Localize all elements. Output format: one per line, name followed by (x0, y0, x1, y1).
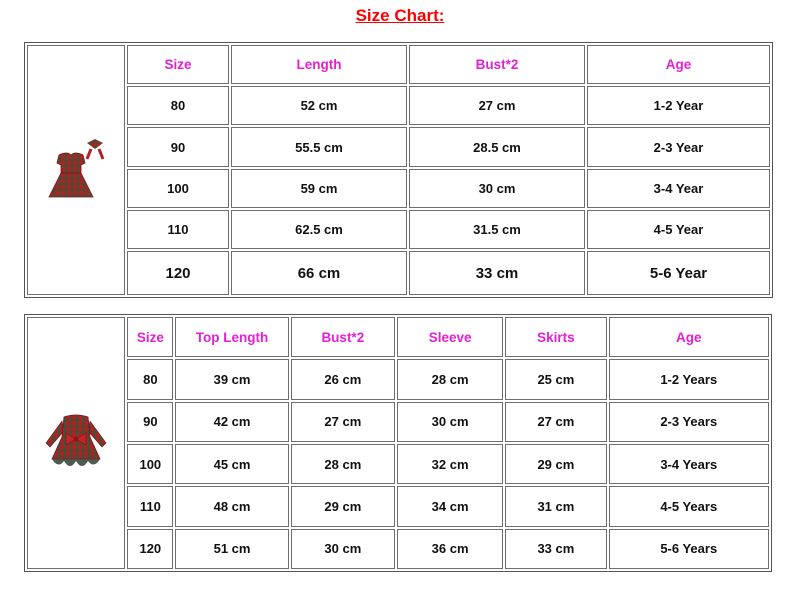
table-row (27, 210, 770, 249)
header-age: Age (587, 45, 770, 84)
cell-bust: 31.5 cm (409, 210, 585, 249)
table-row (27, 529, 769, 569)
plaid-long-sleeve-tutu-dress-icon (40, 407, 112, 479)
cell-length: 59 cm (231, 169, 407, 208)
table-row (27, 251, 770, 295)
cell-bust: 27 cm (409, 86, 585, 125)
header-length: Length (231, 45, 407, 84)
product-image-cell (27, 45, 125, 295)
cell-age: 3-4 Years (609, 444, 769, 484)
table-row (27, 86, 770, 125)
cell-sleeve: 28 cm (397, 359, 503, 399)
header-bust: Bust*2 (409, 45, 585, 84)
page-title: Size Chart: (355, 6, 445, 25)
header-skirts: Skirts (505, 317, 606, 357)
cell-bust: 28.5 cm (409, 127, 585, 166)
table-row (27, 444, 769, 484)
cell-top-length: 42 cm (175, 402, 288, 442)
size-chart-table-dress (24, 42, 773, 298)
header-top-length: Top Length (175, 317, 288, 357)
cell-bust: 30 cm (291, 529, 395, 569)
cell-size: 110 (127, 486, 173, 526)
cell-length: 55.5 cm (231, 127, 407, 166)
cell-size: 120 (127, 529, 173, 569)
cell-skirts: 25 cm (505, 359, 606, 399)
cell-top-length: 48 cm (175, 486, 288, 526)
cell-skirts: 27 cm (505, 402, 606, 442)
table-row (27, 486, 769, 526)
plaid-dress-with-headband-icon (41, 135, 111, 205)
cell-bust: 27 cm (291, 402, 395, 442)
cell-top-length: 39 cm (175, 359, 288, 399)
cell-age: 4-5 Years (609, 486, 769, 526)
cell-bust: 29 cm (291, 486, 395, 526)
cell-skirts: 31 cm (505, 486, 606, 526)
cell-size: 120 (127, 251, 229, 295)
cell-age: 5-6 Year (587, 251, 770, 295)
cell-bust: 33 cm (409, 251, 585, 295)
cell-size: 100 (127, 169, 229, 208)
header-age: Age (609, 317, 769, 357)
cell-age: 2-3 Year (587, 127, 770, 166)
cell-age: 1-2 Years (609, 359, 769, 399)
cell-age: 5-6 Years (609, 529, 769, 569)
cell-bust: 26 cm (291, 359, 395, 399)
cell-length: 52 cm (231, 86, 407, 125)
table-header-row (27, 317, 769, 357)
table-row (27, 127, 770, 166)
cell-length: 62.5 cm (231, 210, 407, 249)
cell-size: 90 (127, 402, 173, 442)
cell-skirts: 29 cm (505, 444, 606, 484)
cell-age: 1-2 Year (587, 86, 770, 125)
size-chart-table-long-sleeve-dress (24, 314, 772, 572)
cell-top-length: 45 cm (175, 444, 288, 484)
table-row (27, 359, 769, 399)
product-image-cell (27, 317, 125, 569)
cell-size: 100 (127, 444, 173, 484)
cell-sleeve: 34 cm (397, 486, 503, 526)
table-row (27, 169, 770, 208)
cell-sleeve: 36 cm (397, 529, 503, 569)
cell-skirts: 33 cm (505, 529, 606, 569)
cell-size: 110 (127, 210, 229, 249)
header-sleeve: Sleeve (397, 317, 503, 357)
cell-size: 90 (127, 127, 229, 166)
cell-age: 4-5 Year (587, 210, 770, 249)
header-size: Size (127, 45, 229, 84)
cell-length: 66 cm (231, 251, 407, 295)
cell-bust: 28 cm (291, 444, 395, 484)
cell-sleeve: 32 cm (397, 444, 503, 484)
cell-size: 80 (127, 359, 173, 399)
header-bust: Bust*2 (291, 317, 395, 357)
cell-top-length: 51 cm (175, 529, 288, 569)
cell-age: 3-4 Year (587, 169, 770, 208)
table-row (27, 402, 769, 442)
cell-bust: 30 cm (409, 169, 585, 208)
cell-sleeve: 30 cm (397, 402, 503, 442)
cell-age: 2-3 Years (609, 402, 769, 442)
table-header-row (27, 45, 770, 84)
header-size: Size (127, 317, 173, 357)
cell-size: 80 (127, 86, 229, 125)
